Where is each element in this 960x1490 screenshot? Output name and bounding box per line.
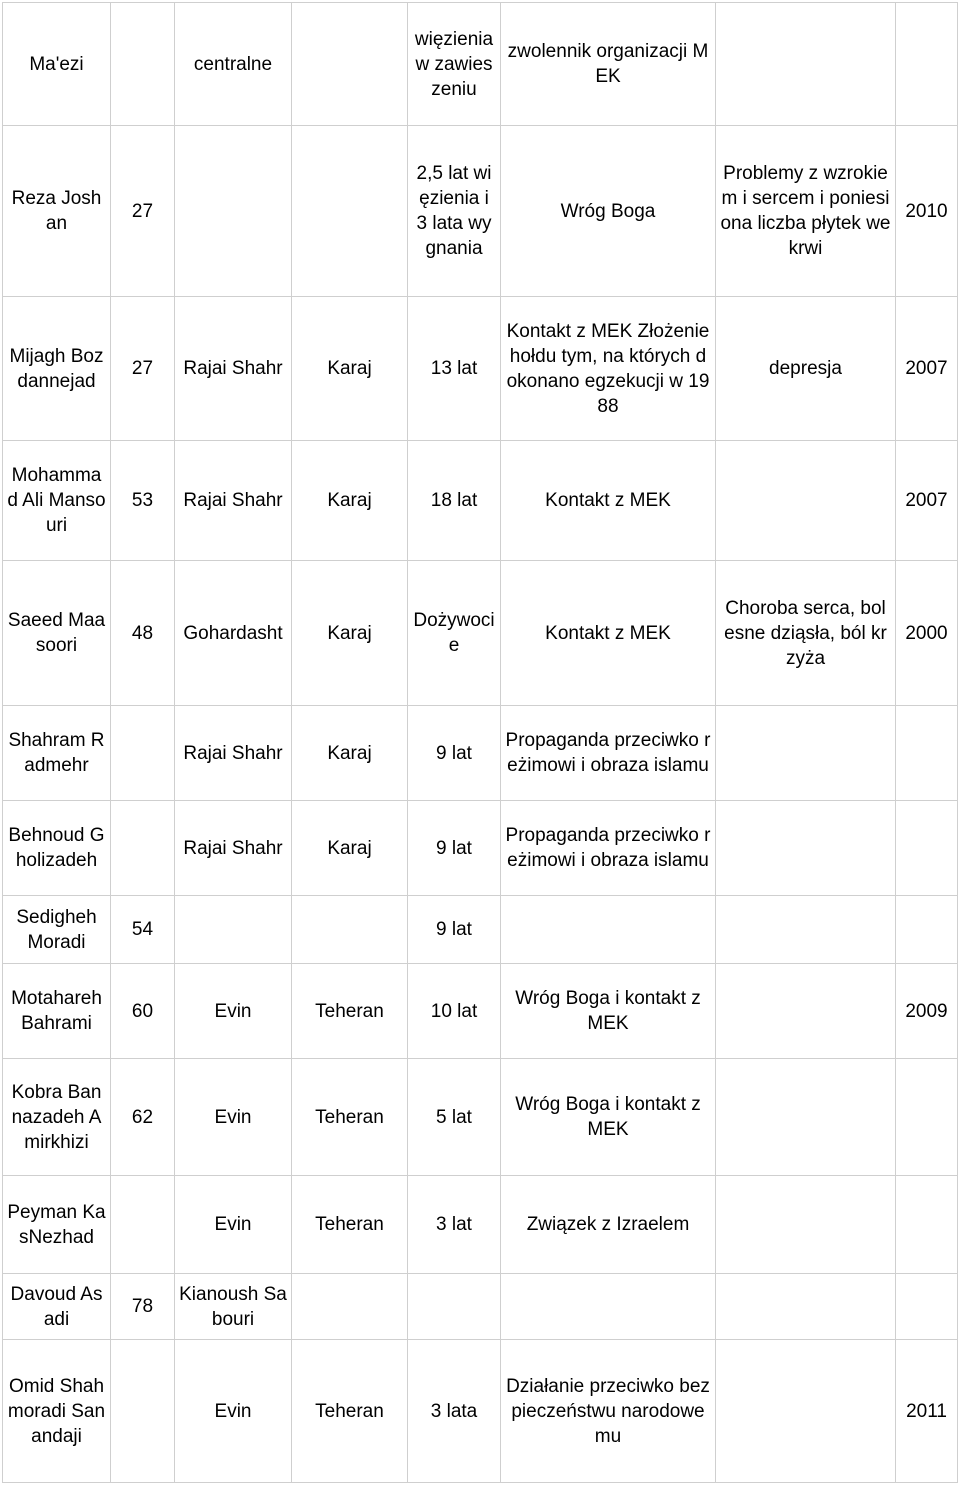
cell-age: 27 [111,126,175,297]
cell-health: depresja [716,297,896,441]
cell-health [716,801,896,896]
cell-prison [175,896,292,964]
cell-age [111,706,175,801]
cell-age: 27 [111,297,175,441]
cell-sentence: więzienia w zawieszeniu [408,3,501,126]
cell-year: 2000 [896,561,958,706]
cell-charge: Kontakt z MEK Złożenie hołdu tym, na których dokonano egzekucji w 1988 [501,297,716,441]
cell-city [292,896,408,964]
cell-charge: Wróg Boga i kontakt z MEK [501,1059,716,1176]
table-row [3,801,958,896]
table-row [3,706,958,801]
cell-charge: Związek z Izraelem [501,1176,716,1274]
prisoners-table [2,2,958,1483]
table-row [3,297,958,441]
cell-age: 54 [111,896,175,964]
cell-name: Mohammad Ali Mansouri [3,441,111,561]
cell-charge: Wróg Boga [501,126,716,297]
table-row [3,896,958,964]
table-row [3,441,958,561]
cell-charge: zwolennik organizacji MEK [501,3,716,126]
cell-city: Teheran [292,1340,408,1483]
cell-health [716,441,896,561]
cell-prison: Evin [175,1176,292,1274]
cell-city: Karaj [292,801,408,896]
cell-city: Teheran [292,1176,408,1274]
cell-name: Saeed Maasoori [3,561,111,706]
cell-charge [501,1274,716,1340]
cell-name: Ma'ezi [3,3,111,126]
cell-year: 2009 [896,964,958,1059]
cell-health: Problemy z wzrokiem i sercem i poniesiona liczba płytek we krwi [716,126,896,297]
cell-charge: Kontakt z MEK [501,561,716,706]
table-row [3,964,958,1059]
cell-sentence: Dożywocie [408,561,501,706]
cell-sentence: 9 lat [408,896,501,964]
cell-charge [501,896,716,964]
cell-city: Karaj [292,441,408,561]
cell-prison [175,126,292,297]
cell-name: Motahareh Bahrami [3,964,111,1059]
cell-health [716,1176,896,1274]
cell-prison: Kianoush Sabouri [175,1274,292,1340]
cell-city: Karaj [292,297,408,441]
cell-health: Choroba serca, bolesne dziąsła, ból krzyża [716,561,896,706]
cell-health [716,964,896,1059]
cell-year: 2007 [896,441,958,561]
cell-year: 2010 [896,126,958,297]
cell-age [111,1340,175,1483]
cell-name: Sedigheh Moradi [3,896,111,964]
cell-name: Davoud Asadi [3,1274,111,1340]
cell-name: Reza Joshan [3,126,111,297]
cell-sentence: 2,5 lat więzienia i 3 lata wygnania [408,126,501,297]
cell-year [896,1274,958,1340]
cell-health [716,896,896,964]
cell-prison: Rajai Shahr [175,441,292,561]
cell-city [292,126,408,297]
cell-sentence: 3 lata [408,1340,501,1483]
cell-year: 2011 [896,1340,958,1483]
cell-city: Teheran [292,964,408,1059]
cell-age [111,3,175,126]
cell-prison: Rajai Shahr [175,706,292,801]
table-row [3,126,958,297]
cell-sentence: 3 lat [408,1176,501,1274]
cell-year [896,1176,958,1274]
cell-charge: Działanie przeciwko bezpieczeństwu narodowemu [501,1340,716,1483]
cell-age: 48 [111,561,175,706]
table-row [3,3,958,126]
cell-sentence: 18 lat [408,441,501,561]
cell-prison: Evin [175,1059,292,1176]
cell-prison: Evin [175,964,292,1059]
cell-year [896,801,958,896]
table-row [3,1340,958,1483]
table-row [3,1274,958,1340]
cell-health [716,1274,896,1340]
cell-year [896,706,958,801]
cell-city [292,3,408,126]
cell-prison: Rajai Shahr [175,801,292,896]
cell-name: Shahram Radmehr [3,706,111,801]
cell-year [896,1059,958,1176]
cell-city: Karaj [292,706,408,801]
cell-prison: centralne [175,3,292,126]
cell-sentence: 9 lat [408,706,501,801]
cell-sentence: 9 lat [408,801,501,896]
cell-age: 53 [111,441,175,561]
cell-sentence: 5 lat [408,1059,501,1176]
cell-year [896,896,958,964]
table-row [3,561,958,706]
cell-name: Peyman KasNezhad [3,1176,111,1274]
cell-age: 78 [111,1274,175,1340]
cell-health [716,3,896,126]
cell-year [896,3,958,126]
cell-age [111,801,175,896]
cell-age [111,1176,175,1274]
cell-sentence: 13 lat [408,297,501,441]
cell-city: Teheran [292,1059,408,1176]
table-row [3,1176,958,1274]
cell-year: 2007 [896,297,958,441]
cell-name: Kobra Bannazadeh Amirkhizi [3,1059,111,1176]
cell-prison: Gohardasht [175,561,292,706]
cell-charge: Wróg Boga i kontakt z MEK [501,964,716,1059]
table-row [3,1059,958,1176]
cell-sentence: 10 lat [408,964,501,1059]
cell-charge: Propaganda przeciwko reżimowi i obraza islamu [501,801,716,896]
cell-health [716,1340,896,1483]
cell-charge: Propaganda przeciwko reżimowi i obraza islamu [501,706,716,801]
cell-name: Mijagh Bozdannejad [3,297,111,441]
cell-prison: Evin [175,1340,292,1483]
cell-prison: Rajai Shahr [175,297,292,441]
cell-health [716,1059,896,1176]
cell-city [292,1274,408,1340]
cell-health [716,706,896,801]
cell-name: Behnoud Gholizadeh [3,801,111,896]
cell-charge: Kontakt z MEK [501,441,716,561]
cell-city: Karaj [292,561,408,706]
cell-sentence [408,1274,501,1340]
cell-name: Omid Shahmoradi Sanandaji [3,1340,111,1483]
cell-age: 62 [111,1059,175,1176]
cell-age: 60 [111,964,175,1059]
